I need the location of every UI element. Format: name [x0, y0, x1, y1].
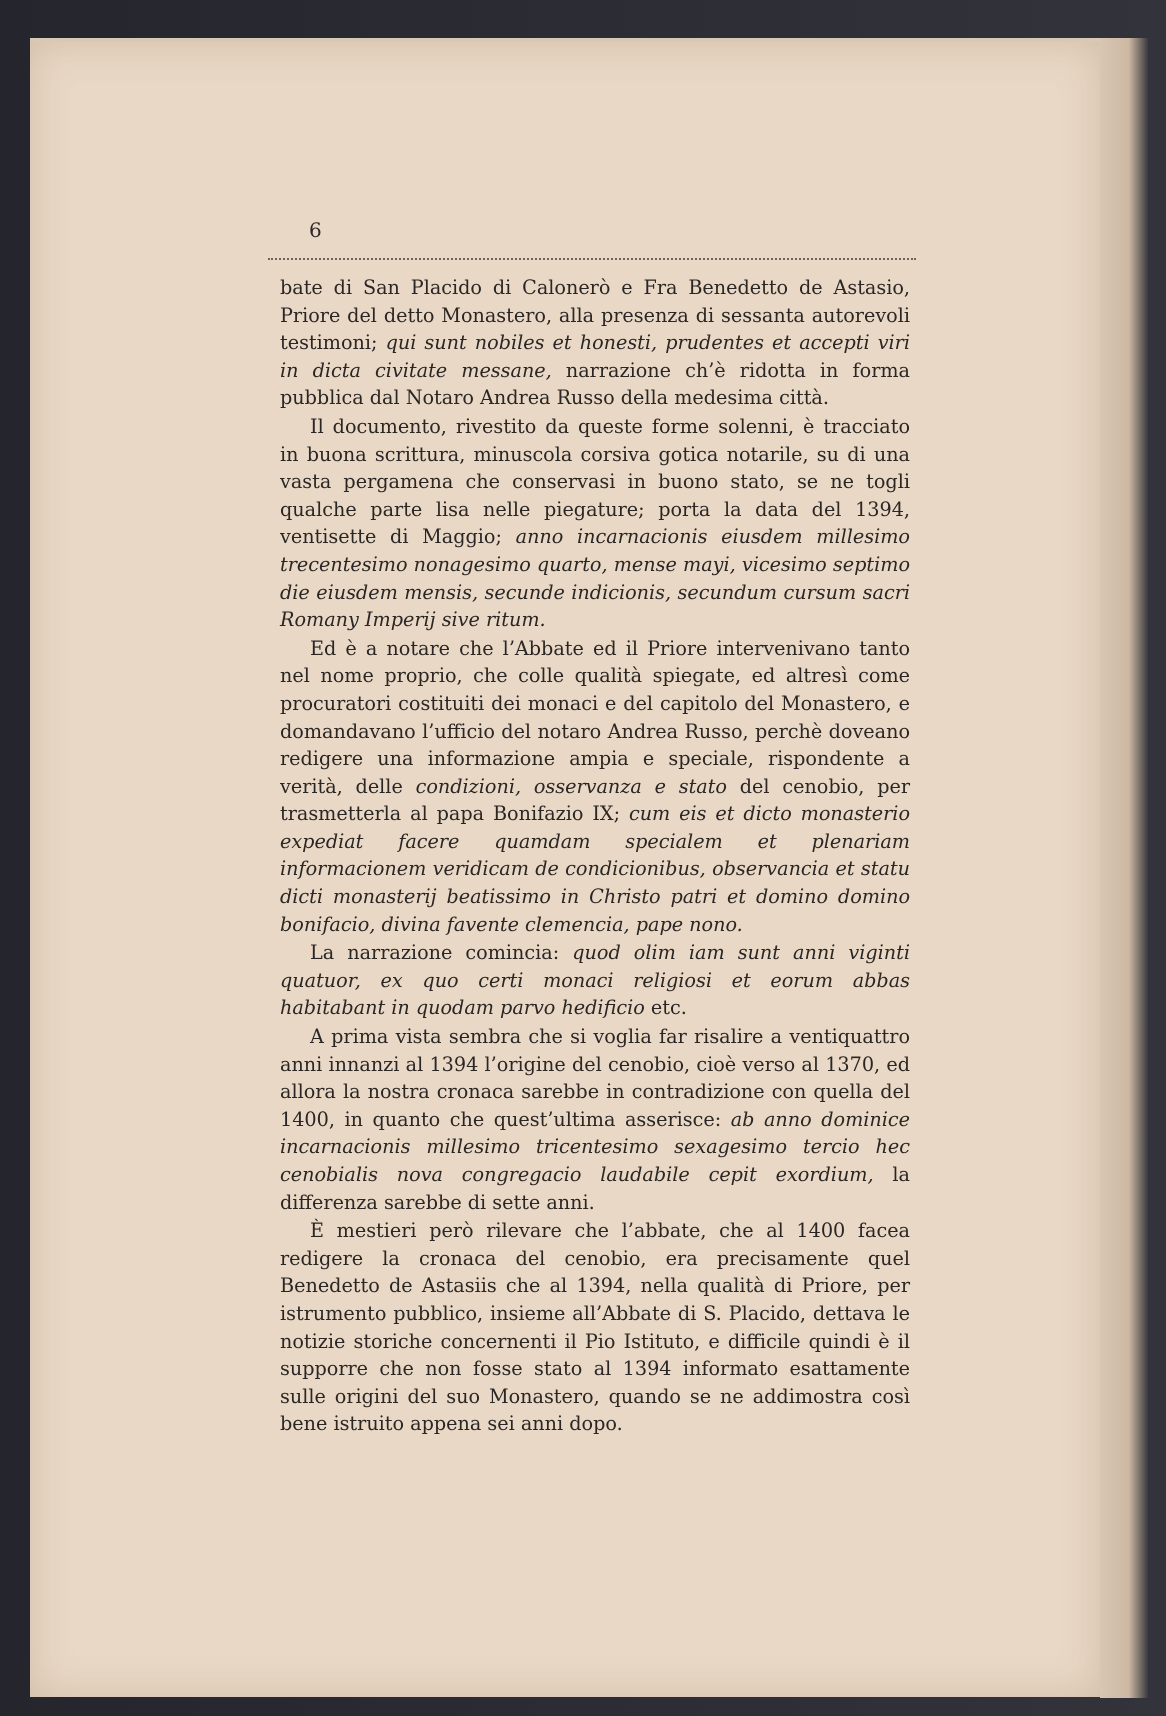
italic-latin-quote: quod olim iam sunt anni viginti quatuor, ex quo certi monaci religiosi et eorum abbas habitabant in quodam parvo hedificio [280, 941, 910, 1020]
italic-latin-quote: anno incarnacionis eiusdem millesimo trecentesimo nonagesimo quarto, mense mayi, vicesimo septimo die eiusdem mensis, secunde indicionis, secundum cursum sacri Romany Imperij sive ritum. [280, 525, 910, 632]
italic-latin-quote: ab anno dominice incarnacionis millesimo tricentesimo sexagesimo tercio hec cenobialis nova congregacio laudabile cepit exordium, [280, 1107, 911, 1186]
italic-latin-quote: condizioni, osservanza e stato [415, 774, 727, 798]
paragraph [280, 274, 910, 412]
paragraph [280, 1023, 910, 1216]
paragraph [280, 635, 910, 939]
page-number: 6 [309, 218, 322, 242]
page-fore-edge [1100, 38, 1148, 1698]
paragraph [280, 413, 910, 634]
italic-latin-quote: qui sunt nobiles et honesti, prudentes et accepti viri in dicta civitate messane, [280, 331, 910, 382]
text-segment: Ed è a notare che l’Abbate ed il Priore intervenivano tanto nel nome proprio, che colle qualità spiegate, ed altresì come procuratori costituiti dei monaci e del capitolo del Monastero, e domandavano l’ufficio del notaro Andrea Russo, perchè doveano redigere una informazione ampia e speciale, rispondente a verità, delle [280, 636, 910, 798]
text-segment: Il documento, rivestito da queste forme solenni, è tracciato in buona scrittura, minuscola corsiva gotica notarile, su di una vasta pergamena che conservasi in buono stato, se ne togli qualche parte lisa nelle piegature; porta la data del 1394, ventisette di Maggio; [280, 414, 910, 549]
paragraph [280, 939, 910, 1022]
text-segment: del cenobio, per trasmetterla al papa Bonifazio IX; [280, 774, 910, 826]
body-text [280, 274, 910, 1438]
text-segment: A prima vista sembra che si voglia far risalire a ventiquattro anni innanzi al 1394 l’origine del cenobio, cioè verso al 1370, ed allora la nostra cronaca sarebbe in contradizione con quella del 1400, in quanto che quest’ultima asserisce: [280, 1025, 910, 1131]
text-segment: La narrazione comincia: [310, 941, 573, 965]
text-segment: la differenza sarebbe di sette anni. [280, 1163, 910, 1214]
header-dotted-rule [268, 258, 916, 260]
italic-latin-quote: cum eis et dicto monasterio expediat facere quamdam specialem et plenariam informacionem veridicam de condicionibus, observancia et statu dicti monasterij beatissimo in Christo patri et domino domino bonifacio, divina favente clemencia, pape nono. [280, 802, 910, 936]
text-segment: È mestieri però rilevare che l’abbate, che al 1400 facea redigere la cronaca del cenobio, era precisamente quel Benedetto de Astasiis che al 1394, nella qualità di Priore, per istrumento pubblico, insieme all’Abbate di S. Placido, dettava le notizie storiche concernenti il Pio Istituto, e difficile quindi è il supporre che non fosse stato al 1394 informato esattamente sulle origini del suo Monastero, quando se ne addimostra così bene istruito appena sei anni dopo. [280, 1219, 910, 1436]
text-segment: bate di San Placido di Calonerò e Fra Benedetto de Astasio, Priore del detto Monastero, alla presenza di sessanta autorevoli testimoni; [280, 276, 910, 355]
text-segment: etc. [644, 996, 687, 1020]
text-segment: narrazione ch’è ridotta in forma pubblica dal Notaro Andrea Russo della medesima città. [280, 358, 910, 410]
paragraph [280, 1217, 910, 1438]
